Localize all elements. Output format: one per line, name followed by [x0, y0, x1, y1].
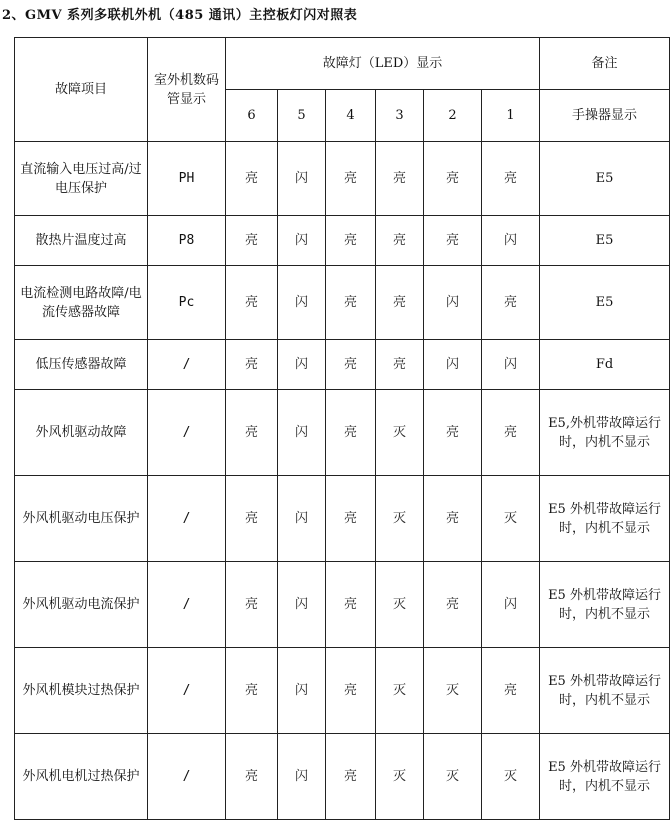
outdoor-code: /: [148, 340, 226, 390]
outdoor-code: Pc: [148, 266, 226, 340]
table-row: [15, 266, 670, 340]
led-1: 闪: [482, 340, 540, 390]
led-4: 亮: [326, 216, 376, 266]
led-1: 亮: [482, 266, 540, 340]
led-6: 亮: [226, 142, 278, 216]
fault-name: 外风机驱动电压保护: [15, 476, 148, 562]
led-1: 亮: [482, 390, 540, 476]
outdoor-code: P8: [148, 216, 226, 266]
led-2: 亮: [424, 142, 482, 216]
led-3: 灭: [376, 648, 424, 734]
led-3: 灭: [376, 562, 424, 648]
remark: E5 外机带故障运行时，内机不显示: [540, 648, 670, 734]
led-4: 亮: [326, 142, 376, 216]
led-6: 亮: [226, 562, 278, 648]
outdoor-code: /: [148, 390, 226, 476]
led-4: 亮: [326, 734, 376, 820]
remark: E5: [540, 216, 670, 266]
led-6: 亮: [226, 390, 278, 476]
table-row: [15, 562, 670, 648]
outdoor-code: /: [148, 562, 226, 648]
led-1: 亮: [482, 142, 540, 216]
fault-name: 外风机驱动故障: [15, 390, 148, 476]
header-fault-item: 故障项目: [15, 38, 148, 142]
fault-name: 外风机电机过热保护: [15, 734, 148, 820]
outdoor-code: /: [148, 734, 226, 820]
header-handset: 手操器显示: [540, 90, 670, 142]
led-6: 亮: [226, 340, 278, 390]
remark: E5 外机带故障运行时，内机不显示: [540, 734, 670, 820]
led-2: 亮: [424, 390, 482, 476]
led-5: 闪: [278, 562, 326, 648]
led-1: 闪: [482, 216, 540, 266]
outdoor-code: PH: [148, 142, 226, 216]
led-6: 亮: [226, 734, 278, 820]
led-5: 闪: [278, 648, 326, 734]
fault-name: 外风机模块过热保护: [15, 648, 148, 734]
fault-name: 电流检测电路故障/电流传感器故障: [15, 266, 148, 340]
led-2: 亮: [424, 476, 482, 562]
led-5: 闪: [278, 734, 326, 820]
led-5: 闪: [278, 266, 326, 340]
table-row: [15, 648, 670, 734]
table-row: [15, 476, 670, 562]
table-row: [15, 142, 670, 216]
table-row: [15, 216, 670, 266]
fault-name: 低压传感器故障: [15, 340, 148, 390]
led-3: 亮: [376, 340, 424, 390]
led-3: 灭: [376, 476, 424, 562]
outdoor-code: /: [148, 648, 226, 734]
header-remark: 备注: [540, 38, 670, 90]
header-led-4: 4: [326, 90, 376, 142]
header-led-6: 6: [226, 90, 278, 142]
header-outdoor-code: 室外机数码管显示: [148, 38, 226, 142]
page-title: 2、GMV 系列多联机外机（485 通讯）主控板灯闪对照表: [2, 8, 358, 23]
remark: E5: [540, 142, 670, 216]
fault-name: 外风机驱动电流保护: [15, 562, 148, 648]
led-5: 闪: [278, 476, 326, 562]
led-5: 闪: [278, 390, 326, 476]
table-row: [15, 340, 670, 390]
led-6: 亮: [226, 216, 278, 266]
fault-name: 散热片温度过高: [15, 216, 148, 266]
led-2: 亮: [424, 562, 482, 648]
led-2: 亮: [424, 216, 482, 266]
header-led-5: 5: [278, 90, 326, 142]
table-row: [15, 734, 670, 820]
led-2: 灭: [424, 734, 482, 820]
led-3: 亮: [376, 142, 424, 216]
header-led-1: 1: [482, 90, 540, 142]
led-3: 灭: [376, 734, 424, 820]
remark: Fd: [540, 340, 670, 390]
led-4: 亮: [326, 562, 376, 648]
led-1: 亮: [482, 648, 540, 734]
remark: E5: [540, 266, 670, 340]
led-5: 闪: [278, 142, 326, 216]
led-2: 闪: [424, 340, 482, 390]
header-row-1: [15, 38, 670, 90]
outdoor-code: /: [148, 476, 226, 562]
led-6: 亮: [226, 476, 278, 562]
table-row: [15, 390, 670, 476]
led-1: 闪: [482, 562, 540, 648]
led-4: 亮: [326, 390, 376, 476]
header-led-2: 2: [424, 90, 482, 142]
led-3: 灭: [376, 390, 424, 476]
led-3: 亮: [376, 216, 424, 266]
led-4: 亮: [326, 340, 376, 390]
led-1: 灭: [482, 734, 540, 820]
led-5: 闪: [278, 340, 326, 390]
led-2: 灭: [424, 648, 482, 734]
remark: E5,外机带故障运行时，内机不显示: [540, 390, 670, 476]
led-6: 亮: [226, 648, 278, 734]
led-3: 亮: [376, 266, 424, 340]
header-led-group: 故障灯（LED）显示: [226, 38, 540, 90]
led-4: 亮: [326, 648, 376, 734]
remark: E5 外机带故障运行时，内机不显示: [540, 476, 670, 562]
header-led-3: 3: [376, 90, 424, 142]
fault-name: 直流输入电压过高/过电压保护: [15, 142, 148, 216]
led-2: 闪: [424, 266, 482, 340]
led-4: 亮: [326, 476, 376, 562]
led-1: 灭: [482, 476, 540, 562]
remark: E5 外机带故障运行时，内机不显示: [540, 562, 670, 648]
fault-led-table: [14, 37, 670, 820]
led-5: 闪: [278, 216, 326, 266]
led-4: 亮: [326, 266, 376, 340]
led-6: 亮: [226, 266, 278, 340]
